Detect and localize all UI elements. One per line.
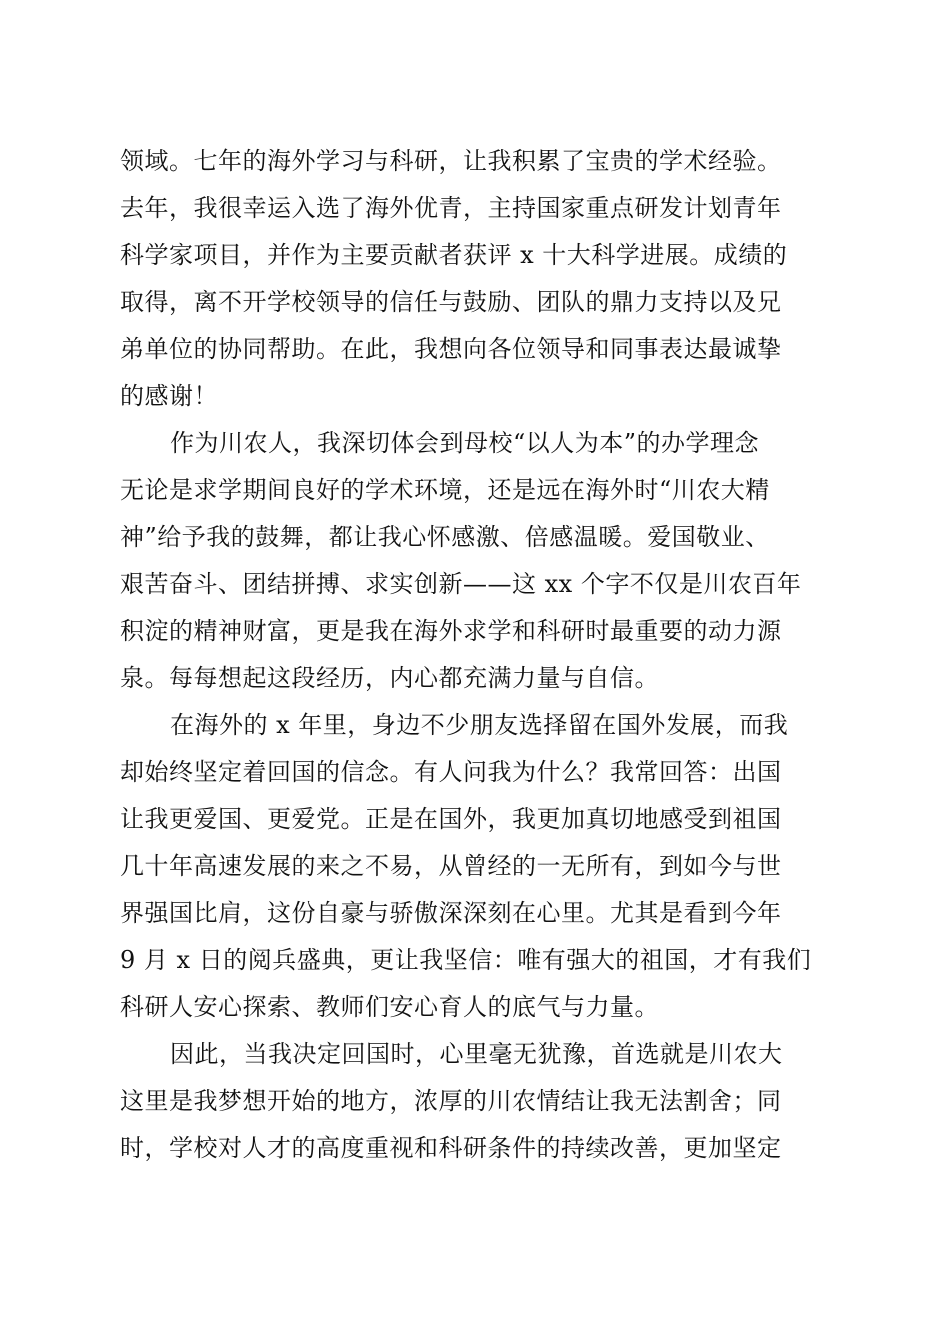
paragraph-first-line: 在海外的 x 年里，身边不少朋友选择留在国外发展，而我	[170, 711, 789, 739]
text-line: 神”给予我的鼓舞，都让我心怀感激、倍感温暖。爱国敬业、	[120, 523, 770, 551]
text-line: 艰苦奋斗、团结拼搏、求实创新——这 xx 个字不仅是川农百年	[120, 570, 802, 598]
text-line: 去年，我很幸运入选了海外优青，主持国家重点研发计划青年	[120, 194, 782, 222]
paragraph-first-line: 作为川农人，我深切体会到母校“以人为本”的办学理念	[170, 429, 760, 457]
text-line: 界强国比肩，这份自豪与骄傲深深刻在心里。尤其是看到今年	[120, 899, 782, 927]
text-line: 这里是我梦想开始的地方，浓厚的川农情结让我无法割舍；同	[120, 1087, 782, 1115]
text-line: 领域。七年的海外学习与科研，让我积累了宝贵的学术经验。	[120, 147, 782, 175]
text-line: 科学家项目，并作为主要贡献者获评 x 十大科学进展。成绩的	[120, 241, 788, 269]
text-line: 无论是求学期间良好的学术环境，还是远在海外时“川农大精	[120, 476, 770, 504]
text-line: 积淀的精神财富，更是我在海外求学和科研时最重要的动力源	[120, 617, 782, 645]
text-line: 的感谢！	[120, 382, 218, 410]
text-line: 却始终坚定着回国的信念。有人问我为什么？我常回答：出国	[120, 758, 782, 786]
text-line: 取得，离不开学校领导的信任与鼓励、团队的鼎力支持以及兄	[120, 288, 782, 316]
text-line: 9 月 x 日的阅兵盛典，更让我坚信：唯有强大的祖国，才有我们	[120, 946, 812, 974]
text-line: 让我更爱国、更爱党。正是在国外，我更加真切地感受到祖国	[120, 805, 782, 833]
text-line: 弟单位的协同帮助。在此，我想向各位领导和同事表达最诚挚	[120, 335, 782, 363]
document-body	[120, 138, 832, 1172]
text-line: 几十年高速发展的来之不易，从曾经的一无所有，到如今与世	[120, 852, 782, 880]
text-line: 时，学校对人才的高度重视和科研条件的持续改善，更加坚定	[120, 1134, 782, 1162]
text-line: 科研人安心探索、教师们安心育人的底气与力量。	[120, 993, 659, 1021]
text-line: 泉。每每想起这段经历，内心都充满力量与自信。	[120, 664, 659, 692]
paragraph-first-line: 因此，当我决定回国时，心里毫无犹豫，首选就是川农大	[170, 1040, 783, 1068]
